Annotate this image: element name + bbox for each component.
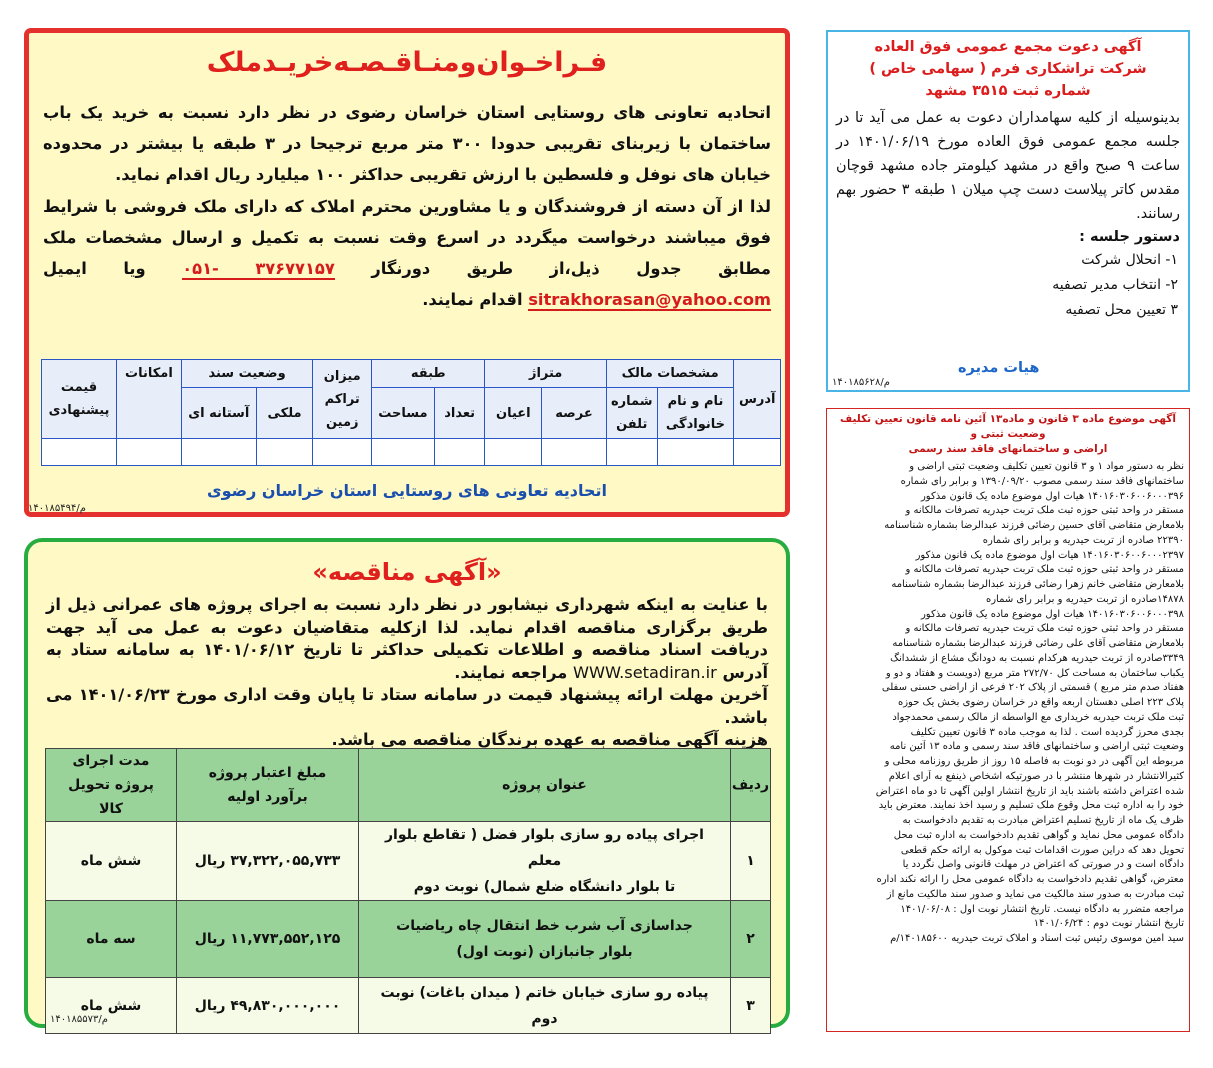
project-title-line: اجرای پیاده رو سازی بلوار فضل ( تقاطع بلوار معلم xyxy=(385,827,704,869)
notice-line: مستقر در واحد ثبتی حوزه ثبت ملک تربت حیدریه تصرفات مالکانه و xyxy=(905,623,1184,635)
assembly-notice-ad xyxy=(826,30,1190,392)
col-facilities: امکانات xyxy=(117,360,182,439)
purchase-tender-request xyxy=(43,191,771,316)
notice-line: سید امین موسوی رئیس ثبت اسناد و املاک تربت حیدریه ۱۴۰۱۸۵۶۰۰/م xyxy=(890,933,1184,944)
col-row-no: ردیف xyxy=(731,749,771,822)
projects-table xyxy=(45,748,771,1034)
notice-line: پلاک ۲۲۳ اصلی دهستان اربعه واقع در خراسان رضوی بخش یک حوزه xyxy=(897,697,1184,708)
notice-line: دادگاه است و در صورتی که اعتراض در مهلت قانونی واصل نگردد یا xyxy=(902,859,1184,871)
notice-line: مراجعه متضرر به دادگاه نیست. تاریخ انتشار نوبت اول : ۱۴۰۱/۰۶/۰۸ xyxy=(900,903,1184,915)
col-deed-shrine: آستانه ای xyxy=(181,388,256,439)
via-email-text: ویا ایمیل xyxy=(43,259,146,279)
col-floor-group: طبقه xyxy=(372,360,485,388)
tender-notice-body xyxy=(46,594,768,752)
website-link[interactable]: WWW.setadiran.ir xyxy=(572,662,717,682)
project-title xyxy=(359,901,731,978)
notice-line: خود را به اداره ثبت محل وقوع ملک تسلیم و رسید اخذ نمایند. معترض باید xyxy=(878,800,1184,812)
notice-line: ثبت ملک تربت حیدریه خریداری مع الواسطه از مالک رسمی محمدجواد xyxy=(892,711,1184,723)
purchase-tender-intro: اتحادیه تعاونی های روستایی استان خراسان رضوی در نظر دارد نسبت به خرید یک باب ساختمان با زیربنای تقریبی حدودا ۳۰۰ متر مربع ترجیحا در ۳ طبقه یا بیشتر در محدوده خیابان های نوفل و فلسطین با ارزش تقریبی حداکثر ۱۰۰ میلیارد ریال اقدام نماید. xyxy=(43,103,772,185)
notice-line: ۱۴۰۱۶۰۳۰۶۰۰۶۰۰۰۲۳۹۷ هیات اول موضوع ماده یک قانون مذکور xyxy=(915,549,1184,561)
table-row xyxy=(46,978,771,1034)
table-header-row xyxy=(46,749,771,822)
purchase-tender-footer: اتحادیه تعاونی های روستایی استان خراسان رضوی xyxy=(206,481,608,500)
col-phone: شماره تلفن xyxy=(606,388,657,439)
notice-line: معترض، گواهی تقدیم دادخواست به دادگاه عمومی محل را ارائه نکند اداره xyxy=(876,874,1184,885)
fax-number: ۳۷۶۷۷۱۵۷ -۰۵۱ xyxy=(182,259,335,279)
registration-title-line-1: آگهی موضوع ماده ۳ قانون و ماده۱۳ آئین نامه قانون تعیین تکلیف وضعیت ثبتی و xyxy=(840,413,1176,440)
tender-notice-text-1: با عنایت به اینکه شهرداری نیشابور در نظر دارد نسبت به اجرای پروژه های عمرانی ذیل از طریق برگزاری مناقصه اقدام نماید. لذا ازکلیه متقاضیان دعوت به عمل می آید جهت دریافت اسناد مناقصه و اطلاعات تکمیلی حداکثر تا تاریخ ۱۴۰۱/۰۶/۱۲ به سامانه ستاد به آدرس xyxy=(46,595,768,682)
purchase-tender-closing: اقدام نمایند. xyxy=(422,290,523,310)
project-duration: شش ماه xyxy=(46,978,177,1034)
tender-notice-code: ۱۴۰۱۸۵۵۷۳/م xyxy=(50,1014,108,1025)
project-title xyxy=(359,822,731,901)
notice-line: بلامعارض متقاضی خانم زهرا رضائی فرزند عبدالرضا بشماره شناسنامه xyxy=(891,579,1184,590)
col-building-area: اعیان xyxy=(485,388,542,439)
assembly-notice-title xyxy=(836,36,1180,102)
assembly-notice-code: ۱۴۰۱۸۵۶۲۸/م xyxy=(832,377,890,388)
notice-line: ۱۴۰۱۶۰۳۰۶۰۰۶۰۰۰۳۹۸ هیات اول موضوع ماده یک قانون مذکور xyxy=(920,608,1184,620)
project-duration: سه ماه xyxy=(46,901,177,978)
project-duration: شش ماه xyxy=(46,822,177,901)
agenda-title: دستور جلسه : xyxy=(1079,229,1180,245)
notice-line: ثبت مبادرت به صدور سند مالکیت می نماید و صدور سند مالکیت مانع از xyxy=(886,888,1184,900)
table-row xyxy=(46,822,771,901)
notice-line: ۳۳۴۹صادره از تربت حیدریه هرکدام نسبت به دودانگ مشاع از ششدانگ xyxy=(890,652,1184,664)
list-item: ۳ تعیین محل تصفیه xyxy=(1065,302,1178,318)
notice-line: بجدی محرز گردیده است . لذا به موجب ماده ۳ قانون تعیین تکلیف xyxy=(910,726,1184,738)
project-title: پیاده رو سازی خیابان خاتم ( میدان باغات) نوبت دوم xyxy=(359,978,731,1034)
project-title-line: جداسازی آب شرب خط انتقال چاه ریاضیات xyxy=(396,918,693,934)
tender-notice-title: «آگهی مناقصه» xyxy=(312,558,502,586)
agenda-list xyxy=(836,248,1180,323)
project-title-line: تا بلوار دانشگاه ضلع شمال) نوبت دوم xyxy=(413,879,676,895)
notice-line: ساختمانهای فاقد سند رسمی مصوب ۱۳۹۰/۰۹/۲۰ و برابر رای شماره xyxy=(900,475,1184,487)
purchase-tender-ad xyxy=(24,28,790,517)
purchase-tender-body xyxy=(43,97,771,315)
notice-line: یکباب ساختمان به مساحت کل ۲۷۲/۷۰ متر مربع (دویست و هفتاد و دو و xyxy=(885,667,1184,679)
purchase-tender-request-text: لذا از آن دسته از فروشندگان و یا مشاورین محترم املاک که دارای ملک فروشی با شرایط فوق میباشند درخواست میگردد در اسرع وقت نسبت به تکمیل و ارسال مشخصات ملک مطابق جدول ذیل،از طریق دورنگار xyxy=(43,196,771,279)
notice-line: ظرف یک ماه از تاریخ تسلیم اعتراض مبادرت به تقدیم دادخواست به xyxy=(902,815,1184,826)
col-floor-area: مساحت xyxy=(372,388,435,439)
notice-line: مربوطه این آگهی در دو نوبت به فاصله ۱۵ روز از طریق روزنامه محلی و xyxy=(884,756,1184,767)
notice-line: دادگاه عمومی محل نماید و گواهی تقدیم دادخواست به اداره ثبت محل xyxy=(893,829,1184,841)
notice-line: بلامعارض متقاضی آقای علی رضائی فرزند عبدالرضا بشماره شناسنامه xyxy=(892,638,1184,649)
project-budget: ۳۷,۳۲۲,۰۵۵,۷۳۳ ریال xyxy=(177,822,359,901)
registration-title-line-2: اراضی و ساختمانهای فاقد سند رسمی xyxy=(908,443,1108,455)
assembly-notice-body: بدینوسیله از کلیه سهامداران دعوت به عمل می آید تا در جلسه مجمع عمومی فوق العاده مورخ ۱۴۰۱/۰۶/۱۹ در ساعت ۹ صبح واقع در مشهد کیلومتر جاده مشهد قوچان مقدس کاتر پیلاست دست چپ میلان ۱ طبقه ۳ حضور بهم رسانند. xyxy=(836,110,1181,222)
col-land-area: عرصه xyxy=(542,388,607,439)
assembly-title-line-2: شرکت تراشکاری فرم ( سهامی خاص ) xyxy=(869,61,1147,77)
table-row xyxy=(46,901,771,978)
col-duration: مدت اجرای پروژه تحویل کالا xyxy=(46,749,177,822)
tender-notice-text-1-end: مراجعه نمایند. xyxy=(454,662,568,682)
tender-notice-ad xyxy=(24,538,790,1028)
project-title-line: بلوار جانبازان (نوبت اول) xyxy=(456,944,633,960)
notice-line: کثیرالانتشار در شهرها منتشر با در صورتیکه اشخاص ذینفع به آرای اعلام xyxy=(888,770,1184,782)
col-address: آدرس xyxy=(734,360,781,439)
tender-notice-paragraph-3: هزینه آگهی مناقصه به عهده برندگان مناقصه می باشد. xyxy=(331,730,768,749)
notice-line: تحویل دهد که دراین صورت اقدامات ثبت موکول به ارائه حکم قطعی xyxy=(900,844,1184,856)
col-price: قیمت پیشنهادی xyxy=(42,360,117,439)
col-name: نام و نام خانوادگی xyxy=(657,388,734,439)
col-area-group: متراژ xyxy=(485,360,606,388)
notice-line: ۱۴۸۷۸صادره از تربت حیدریه و برابر رای شماره xyxy=(985,593,1184,605)
col-floor-count: تعداد xyxy=(434,388,485,439)
purchase-tender-code: ۱۴۰۱۸۵۴۹۴/م xyxy=(28,503,86,514)
notice-line: شده اعتراض داشته باشند باید از تاریخ انتشار اولین آگهی تا دو ماه اعتراض xyxy=(875,785,1184,797)
row-number: ۳ xyxy=(731,978,771,1034)
row-number: ۱ xyxy=(731,822,771,901)
notice-line: مستقر در واحد ثبتی حوزه ثبت ملک تربت حیدریه تصرفات مالکانه و xyxy=(905,564,1184,576)
list-item: ۱- انحلال شرکت xyxy=(1081,252,1178,268)
notice-line: بلامعارض متقاضی آقای حسین رضائی فرزند عبدالرضا بشماره شناسنامه xyxy=(884,520,1184,531)
tender-notice-paragraph-2: آخرین مهلت ارائه پیشنهاد قیمت در سامانه ستاد تا پایان وقت اداری مورخ ۱۴۰۱/۰۶/۲۳ می باشد. xyxy=(46,685,768,727)
notice-line: نظر به دستور مواد ۱ و ۳ قانون تعیین تکلیف وضعیت ثبتی اراضی و xyxy=(909,461,1184,472)
assembly-title-line-1: آگهی دعوت مجمع عمومی فوق العاده xyxy=(874,39,1142,55)
list-item: ۲- انتخاب مدیر تصفیه xyxy=(1052,277,1178,293)
col-project-title: عنوان پروژه xyxy=(359,749,731,822)
project-budget: ۱۱,۷۷۳,۵۵۲,۱۲۵ ریال xyxy=(177,901,359,978)
notice-line: وضعیت ثبتی اراضی و ساختمانهای فاقد سند رسمی و ماده ۱۳ آئین نامه xyxy=(889,741,1184,753)
notice-line: هفتاد صدم متر مربع ) قسمتی از پلاک ۲۰۲ فرعی از اراضی حسنی سفلی xyxy=(881,682,1184,694)
col-deed-property: ملکی xyxy=(256,388,313,439)
assembly-title-line-3: شماره ثبت ۳۵۱۵ مشهد xyxy=(925,83,1091,99)
board-signature: هیات مدیره xyxy=(958,360,1040,376)
notice-line: مستقر در واحد ثبتی حوزه ثبت ملک تربت حیدریه تصرفات مالکانه و xyxy=(905,505,1184,517)
table-row xyxy=(42,439,781,466)
notice-line: تاریخ انتشار نوبت دوم : ۱۴۰۱/۰۶/۲۴ xyxy=(1033,918,1184,930)
property-specs-table xyxy=(41,359,781,466)
email-link[interactable]: sitrakhorasan@yahoo.com xyxy=(528,290,771,310)
notice-line: ۱۴۰۱۶۰۳۰۶۰۰۶۰۰۰۳۹۶ هیات اول موضوع ماده یک قانون مذکور xyxy=(920,490,1184,502)
col-owner-specs: مشخصات مالک xyxy=(606,360,734,388)
col-density: میزان تراکم زمین xyxy=(313,360,372,439)
purchase-tender-title: فـراخـوان‌ومنـاقـصـه‌خریـدملک xyxy=(206,47,608,78)
project-budget: ۴۹,۸۳۰,۰۰۰,۰۰۰ ریال xyxy=(177,978,359,1034)
registration-notice-body xyxy=(832,460,1184,947)
col-budget: مبلغ اعتبار پروژه برآورد اولیه xyxy=(177,749,359,822)
row-number: ۲ xyxy=(731,901,771,978)
registration-notice-ad xyxy=(826,408,1190,1032)
col-deed-status: وضعیت سند xyxy=(181,360,313,388)
notice-line: ۲۲۳۹۰ صادره از تربت حیدریه و برابر رای شماره xyxy=(982,534,1184,546)
registration-notice-title xyxy=(832,412,1184,457)
tender-notice-paragraph-1 xyxy=(46,594,768,684)
